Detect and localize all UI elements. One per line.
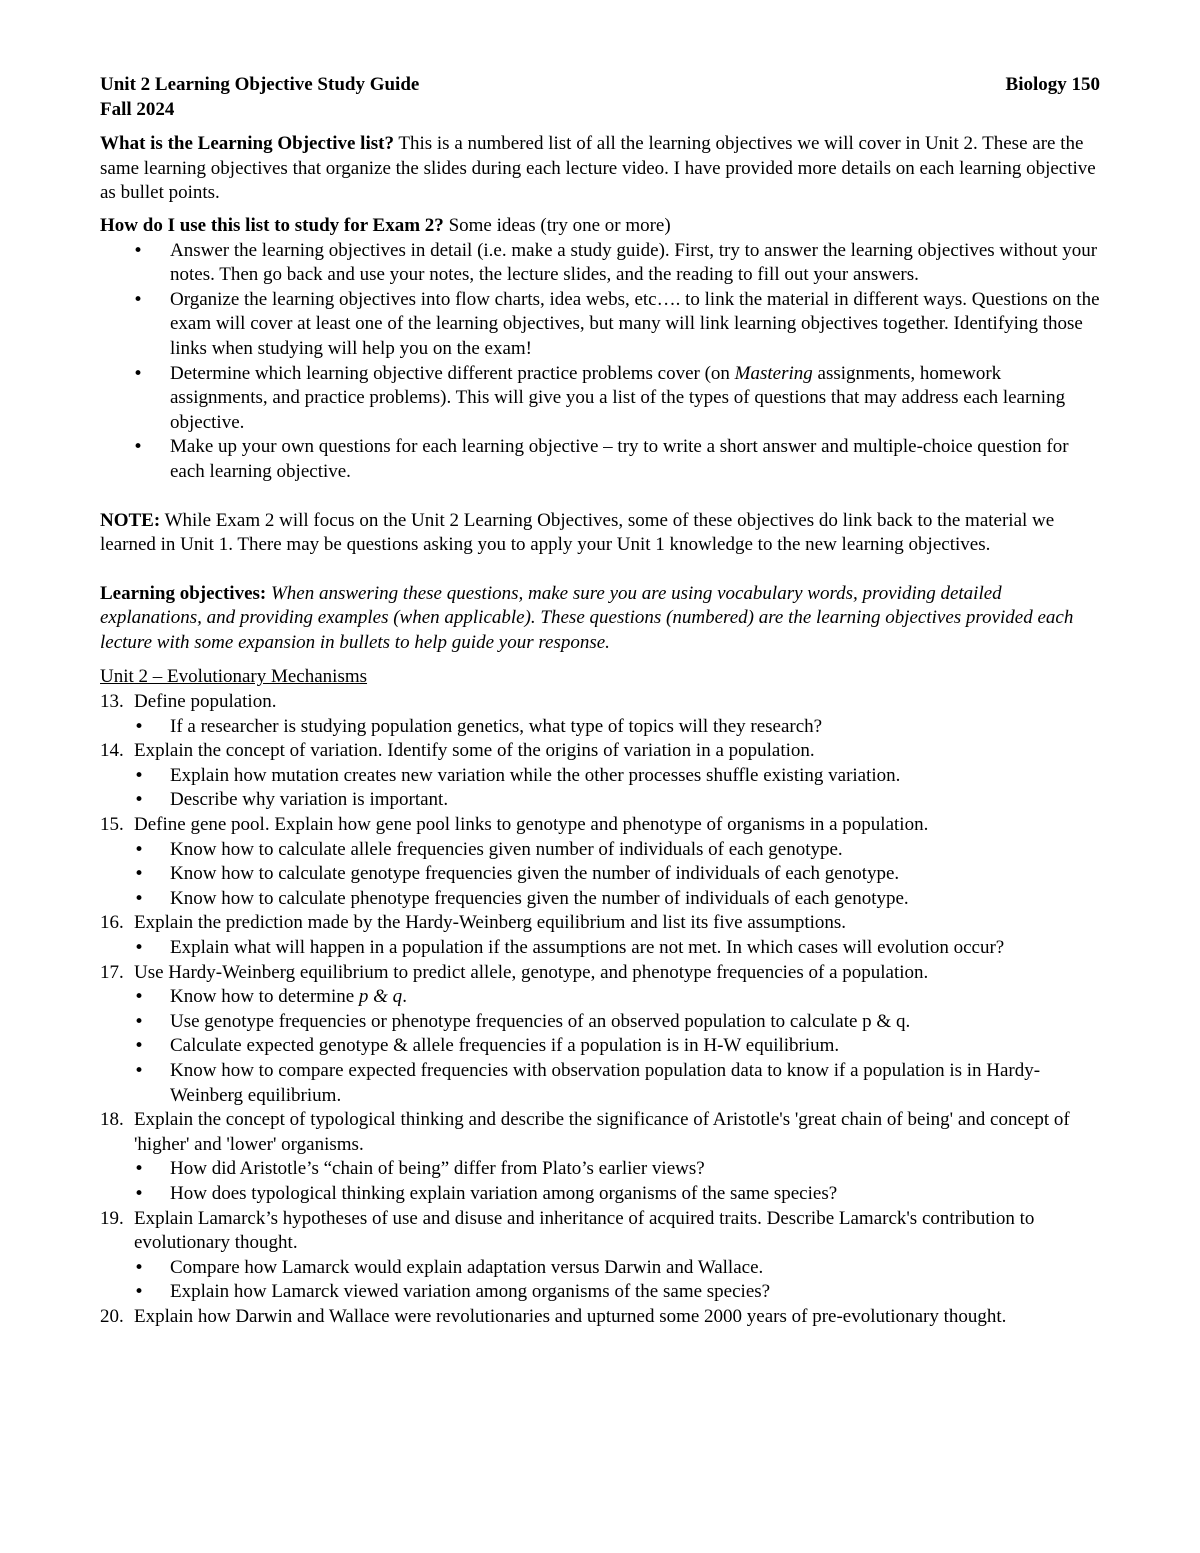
list-item: • Explain what will happen in a population if the assumptions are not met. In which cases will evolution occur? <box>134 936 1100 961</box>
learning-objectives-label: Learning objectives: <box>100 582 267 604</box>
list-item: • Know how to determine p & q. <box>134 985 1100 1010</box>
list-item: • How does typological thinking explain variation among organisms of the same species? <box>134 1182 1100 1207</box>
note-label: NOTE: <box>100 509 161 531</box>
objective-text: Use Hardy-Weinberg equilibrium to predict allele, genotype, and phenotype frequencies of a population. <box>134 961 929 983</box>
objective-item <box>100 813 1100 911</box>
objective-text: Explain Lamarck’s hypotheses of use and disuse and inheritance of acquired traits. Describe Lamarck's contribution to evolutionary thought. <box>134 1207 1035 1254</box>
objective-number: 18. <box>100 1109 124 1131</box>
document-page <box>100 73 1100 1330</box>
study-ideas-list <box>100 239 1100 485</box>
intro-question: What is the Learning Objective list? <box>100 133 394 155</box>
learning-objectives-paragraph <box>100 582 1100 656</box>
objective-bullets <box>134 985 1100 1108</box>
objective-bullets <box>134 936 1100 961</box>
list-item: • Answer the learning objectives in detail (i.e. make a study guide). First, try to answer the learning objectives without your notes. Then go back and use your notes, the lecture slides, and the reading to fill out your answers. <box>100 239 1100 288</box>
objective-item <box>100 1305 1100 1330</box>
list-item: • Explain how mutation creates new variation while the other processes shuffle existing variation. <box>134 764 1100 789</box>
objective-number: 17. <box>100 961 124 983</box>
list-item: • Compare how Lamarck would explain adaptation versus Darwin and Wallace. <box>134 1256 1100 1281</box>
objective-bullets <box>134 764 1100 813</box>
unit-heading: Unit 2 – Evolutionary Mechanisms <box>100 666 368 688</box>
list-item: • Make up your own questions for each learning objective – try to write a short answer and multiple-choice question for each learning objective. <box>100 435 1100 484</box>
objective-bullets <box>134 1157 1100 1206</box>
list-item: • Know how to compare expected frequencies with observation population data to know if a population is in Hardy-Weinberg equilibrium. <box>134 1059 1100 1108</box>
objective-text: Explain how Darwin and Wallace were revolutionaries and upturned some 2000 years of pre-evolutionary thought. <box>134 1305 1007 1327</box>
objective-text: Define gene pool. Explain how gene pool links to genotype and phenotype of organisms in a population. <box>134 814 929 836</box>
objective-bullets <box>134 838 1100 912</box>
list-item: • Describe why variation is important. <box>134 788 1100 813</box>
objective-item <box>100 1108 1100 1206</box>
study-answer: Some ideas (try one or more) <box>448 214 671 236</box>
term-label: Fall 2024 <box>100 98 175 120</box>
document-header <box>100 73 1100 98</box>
objective-item <box>100 1207 1100 1305</box>
learning-objectives-text: When answering these questions, make sure you are using vocabulary words, providing detailed explanations, and providing examples (when applicable). These questions (numbered) are the learning objectives provided each lecture with some expansion in bullets to help guide your response. <box>100 582 1074 653</box>
list-item: • Know how to calculate allele frequencies given number of individuals of each genotype. <box>134 838 1100 863</box>
objective-number: 20. <box>100 1305 124 1327</box>
objective-bullets <box>134 715 1100 740</box>
study-paragraph <box>100 214 1100 239</box>
list-item: • Use genotype frequencies or phenotype frequencies of an observed population to calculate p & q. <box>134 1010 1100 1035</box>
objective-text: Explain the concept of variation. Identify some of the origins of variation in a population. <box>134 740 815 762</box>
list-item: • Know how to calculate phenotype frequencies given the number of individuals of each genotype. <box>134 887 1100 912</box>
note-text: While Exam 2 will focus on the Unit 2 Learning Objectives, some of these objectives do link back to the material we learned in Unit 1. There may be questions asking you to apply your Unit 1 knowledge to the new learning objectives. <box>100 509 1055 556</box>
list-item: • Explain how Lamarck viewed variation among organisms of the same species? <box>134 1280 1100 1305</box>
list-item: • If a researcher is studying population genetics, what type of topics will they research? <box>134 715 1100 740</box>
intro-answer: This is a numbered list of all the learning objectives we will cover in Unit 2. These are the same learning objectives that organize the slides during each lecture video. I have provided more details on each learning objective as bullet points. <box>100 133 1096 204</box>
objective-text: Explain the prediction made by the Hardy-Weinberg equilibrium and list its five assumptions. <box>134 912 847 934</box>
list-item: • Determine which learning objective different practice problems cover (on Mastering assignments, homework assignments, and practice problems). This will give you a list of the types of questions that may address each learning objective. <box>100 362 1100 436</box>
note-paragraph <box>100 509 1100 558</box>
objective-item <box>100 739 1100 813</box>
objective-item <box>100 911 1100 960</box>
intro-paragraph <box>100 132 1100 206</box>
objective-number: 14. <box>100 740 124 762</box>
objective-item <box>100 690 1100 739</box>
objectives-list <box>100 690 1100 1329</box>
course-name: Biology 150 <box>1005 74 1100 95</box>
objective-item <box>100 961 1100 1109</box>
objective-bullets <box>134 1256 1100 1305</box>
document-title: Unit 2 Learning Objective Study Guide <box>100 74 420 95</box>
list-item: • How did Aristotle’s “chain of being” differ from Plato’s earlier views? <box>134 1157 1100 1182</box>
objective-number: 19. <box>100 1207 124 1229</box>
objective-number: 13. <box>100 691 124 713</box>
objective-text: Define population. <box>134 691 277 713</box>
objective-number: 16. <box>100 912 124 934</box>
list-item: • Organize the learning objectives into flow charts, idea webs, etc…. to link the material in different ways. Questions on the exam will cover at least one of the learning objectives, but many will link learning objectives together. Identifying those links when studying will help you on the exam! <box>100 288 1100 362</box>
study-question: How do I use this list to study for Exam 2? <box>100 214 444 236</box>
list-item: • Calculate expected genotype & allele frequencies if a population is in H-W equilibrium. <box>134 1034 1100 1059</box>
objective-number: 15. <box>100 814 124 836</box>
list-item: • Know how to calculate genotype frequencies given the number of individuals of each genotype. <box>134 862 1100 887</box>
objective-text: Explain the concept of typological thinking and describe the significance of Aristotle's 'great chain of being' and concept of 'higher' and 'lower' organisms. <box>134 1109 1070 1155</box>
